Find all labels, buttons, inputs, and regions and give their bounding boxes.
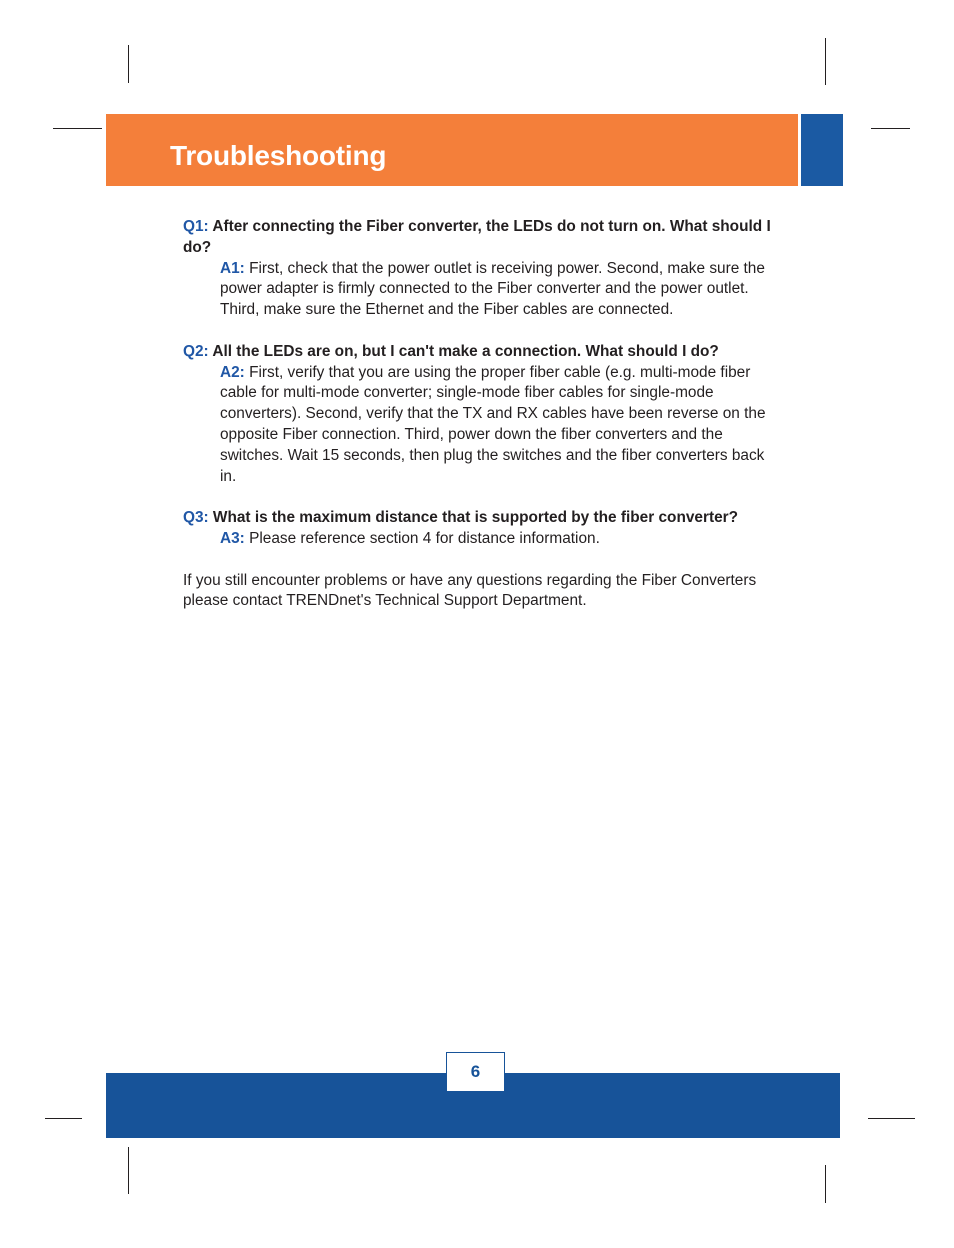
question-text: After connecting the Fiber converter, the LEDs do not turn on. What should I do? (183, 218, 771, 256)
question-3 (183, 508, 773, 529)
answer-1 (220, 259, 773, 321)
question-label: Q3: (183, 509, 209, 527)
question-label: Q1: (183, 218, 209, 235)
answer-label: A2: (220, 363, 245, 381)
faq-item-1 (183, 217, 773, 321)
crop-mark-top-right-horizontal (871, 128, 910, 129)
answer-text: Please reference section 4 for distance information. (244, 529, 600, 547)
page-number: 6 (446, 1052, 505, 1092)
page-title: Troubleshooting (170, 140, 387, 171)
question-1 (183, 217, 773, 259)
answer-label: A3: (220, 529, 245, 547)
answer-3 (220, 529, 773, 550)
crop-mark-bottom-left-vertical (128, 1147, 129, 1194)
closing-paragraph: If you still encounter problems or have any questions regarding the Fiber Converters please contact TRENDnet's Technical Support Department. (183, 571, 757, 610)
question-2 (183, 342, 773, 363)
faq-content (183, 217, 773, 612)
answer-text: First, check that the power outlet is receiving power. Second, make sure the power adapter is firmly connected to the Fiber converter and the power outlet. Third, make sure the Ethernet and the Fiber cables are connected. (220, 259, 765, 319)
crop-mark-top-left-horizontal (53, 128, 102, 129)
answer-text: First, verify that you are using the proper fiber cable (e.g. multi-mode fiber cable for multi-mode converter; single-mode fiber cables for single-mode converters). Second, verify that the TX and RX cables have been reverse on the opposite Fiber connection. Third, power down the fiber converters and the switches. Wait 15 seconds, then plug the switches and the fiber converters back in. (220, 363, 766, 485)
question-text: What is the maximum distance that is supported by the fiber converter? (208, 509, 739, 527)
crop-mark-bottom-right-horizontal (868, 1118, 915, 1119)
answer-2 (220, 363, 773, 488)
crop-mark-top-right-vertical (825, 38, 826, 85)
question-label: Q2: (183, 342, 209, 360)
crop-mark-bottom-right-vertical (825, 1165, 826, 1203)
crop-mark-top-left-vertical (128, 45, 129, 83)
question-text: All the LEDs are on, but I can't make a connection. What should I do? (208, 342, 719, 360)
crop-mark-bottom-left-horizontal (45, 1118, 82, 1119)
header-accent-block (801, 114, 843, 186)
answer-label: A1: (220, 259, 245, 277)
faq-item-3 (183, 508, 773, 550)
faq-item-2 (183, 342, 773, 488)
